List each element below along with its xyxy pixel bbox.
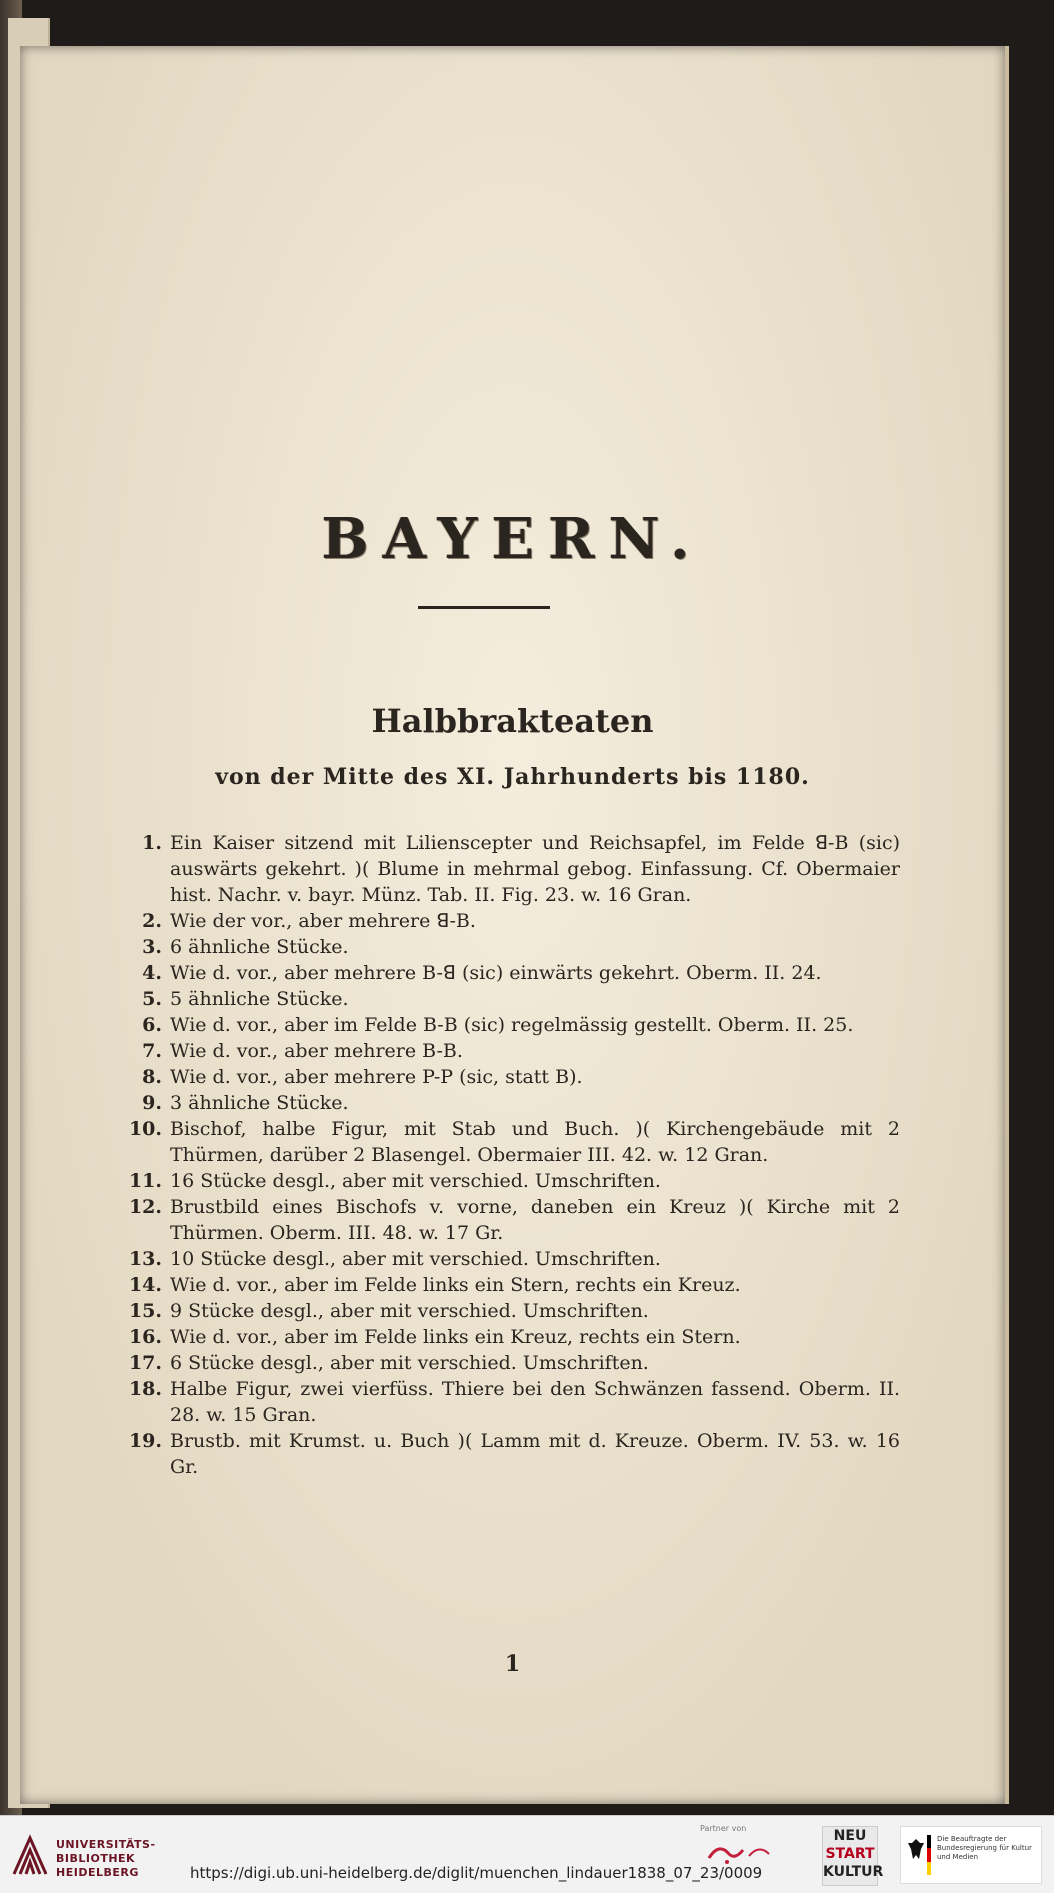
entry-number: 2.	[142, 910, 162, 932]
section-heading: Halbbrakteaten	[371, 702, 654, 740]
catalog-entry	[110, 830, 900, 908]
entry-text: 10 Stücke desgl., aber mit verschied. Umschriften.	[170, 1248, 661, 1270]
entry-text: Wie d. vor., aber mehrere B-ꓭ (sic) einwärts gekehrt. Oberm. II. 24.	[170, 962, 822, 984]
entry-number: 3.	[142, 936, 162, 958]
entry-number: 10.	[128, 1118, 162, 1140]
page-edge	[1005, 46, 1009, 1804]
catalog-entry	[110, 1090, 900, 1116]
library-logo[interactable]	[10, 1830, 156, 1882]
catalog-entry	[110, 1298, 900, 1324]
section-subheading: von der Mitte des XI. Jahrhunderts bis 1180.	[215, 764, 810, 790]
entry-number: 19.	[128, 1430, 162, 1452]
page-url[interactable]: https://digi.ub.uni-heidelberg.de/diglit/muenchen_lindauer1838_07_23/0009	[190, 1864, 763, 1882]
entry-text: Wie der vor., aber mehrere ꓭ-B.	[170, 910, 476, 932]
entry-number: 4.	[142, 962, 162, 984]
neustart-kultur-logo[interactable]	[822, 1826, 884, 1886]
catalog-entries	[110, 830, 900, 1480]
federal-eagle-icon	[907, 1837, 925, 1861]
german-flag-icon	[927, 1835, 931, 1875]
entry-text: Wie d. vor., aber im Felde links ein Stern, rechts ein Kreuz.	[170, 1274, 741, 1296]
library-name-line-1: UNIVERSITÄTS-	[56, 1838, 156, 1851]
footer-bar	[0, 1815, 1054, 1893]
entry-number: 8.	[142, 1066, 162, 1088]
catalog-entry	[110, 1324, 900, 1350]
library-name-line-3: HEIDELBERG	[56, 1866, 139, 1879]
entry-text: Wie d. vor., aber im Felde B-B (sic) regelmässig gestellt. Oberm. II. 25.	[170, 1014, 854, 1036]
page-title: BAYERN.	[321, 506, 704, 572]
catalog-entry	[110, 1194, 900, 1246]
entry-text: 6 Stücke desgl., aber mit verschied. Umschriften.	[170, 1352, 649, 1374]
entry-number: 17.	[128, 1352, 162, 1374]
catalog-entry	[110, 1038, 900, 1064]
bkm-text: Die Beauftragte der Bundesregierung für Kultur und Medien	[937, 1835, 1032, 1861]
entry-number: 12.	[128, 1196, 162, 1218]
entry-text: Brustbild eines Bischofs v. vorne, daneben ein Kreuz )( Kirche mit 2 Thürmen. Oberm. III. 48. w. 17 Gr.	[170, 1196, 900, 1244]
entry-text: Bischof, halbe Figur, mit Stab und Buch. )( Kirchengebäude mit 2 Thürmen, darüber 2 Blasengel. Obermaier III. 42. w. 12 Gran.	[170, 1118, 900, 1166]
entry-text: Halbe Figur, zwei vierfüss. Thiere bei den Schwänzen fassend. Oberm. II. 28. w. 15 Gran.	[170, 1378, 900, 1426]
catalog-entry	[110, 1376, 900, 1428]
entry-text: Ein Kaiser sitzend mit Lilienscepter und Reichsapfel, im Felde ꓭ-B (sic) auswärts gekehrt. )( Blume in mehrmal gebog. Einfassung. Cf. Obermaier hist. Nachr. v. bayr. Münz. Tab. II. Fig. 23. w. 16 Gran.	[170, 832, 900, 906]
partner-label: Partner von	[700, 1824, 747, 1833]
title-divider	[418, 606, 550, 609]
entry-number: 5.	[142, 988, 162, 1010]
entry-number: 9.	[142, 1092, 162, 1114]
neustart-line-1: NEU	[833, 1828, 867, 1844]
catalog-entry	[110, 1428, 900, 1480]
entry-text: 6 ähnliche Stücke.	[170, 936, 349, 958]
catalog-entry	[110, 960, 900, 986]
catalog-entry	[110, 1272, 900, 1298]
catalog-entry	[110, 1168, 900, 1194]
catalog-entry	[110, 1012, 900, 1038]
entry-number: 11.	[128, 1170, 162, 1192]
catalog-entry	[110, 1116, 900, 1168]
neustart-line-2: START	[825, 1846, 875, 1862]
entry-text: 16 Stücke desgl., aber mit verschied. Umschriften.	[170, 1170, 661, 1192]
entry-number: 1.	[142, 832, 162, 854]
entry-number: 6.	[142, 1014, 162, 1036]
catalog-entry	[110, 934, 900, 960]
entry-number: 7.	[142, 1040, 162, 1062]
entry-number: 13.	[128, 1248, 162, 1270]
catalog-entry	[110, 986, 900, 1012]
entry-text: Wie d. vor., aber mehrere P-P (sic, statt B).	[170, 1066, 583, 1088]
catalog-entry	[110, 908, 900, 934]
book-page	[20, 46, 1005, 1804]
entry-text: 5 ähnliche Stücke.	[170, 988, 349, 1010]
catalog-entry	[110, 1064, 900, 1090]
entry-number: 15.	[128, 1300, 162, 1322]
entry-number: 18.	[128, 1378, 162, 1400]
entry-text: 9 Stücke desgl., aber mit verschied. Umschriften.	[170, 1300, 649, 1322]
entry-number: 14.	[128, 1274, 162, 1296]
neustart-line-3: KULTUR	[823, 1864, 884, 1880]
catalog-entry	[110, 1246, 900, 1272]
entry-text: Brustb. mit Krumst. u. Buch )( Lamm mit d. Kreuze. Oberm. IV. 53. w. 16 Gr.	[170, 1430, 900, 1478]
entry-text: Wie d. vor., aber im Felde links ein Kreuz, rechts ein Stern.	[170, 1326, 741, 1348]
catalog-entry	[110, 1350, 900, 1376]
entry-number: 16.	[128, 1326, 162, 1348]
page-number: 1	[504, 1651, 521, 1677]
entry-text: Wie d. vor., aber mehrere B-B.	[170, 1040, 463, 1062]
bkm-logo[interactable]	[900, 1826, 1042, 1884]
library-mark-icon	[10, 1834, 50, 1878]
library-name-line-2: BIBLIOTHEK	[56, 1852, 136, 1865]
entry-text: 3 ähnliche Stücke.	[170, 1092, 349, 1114]
